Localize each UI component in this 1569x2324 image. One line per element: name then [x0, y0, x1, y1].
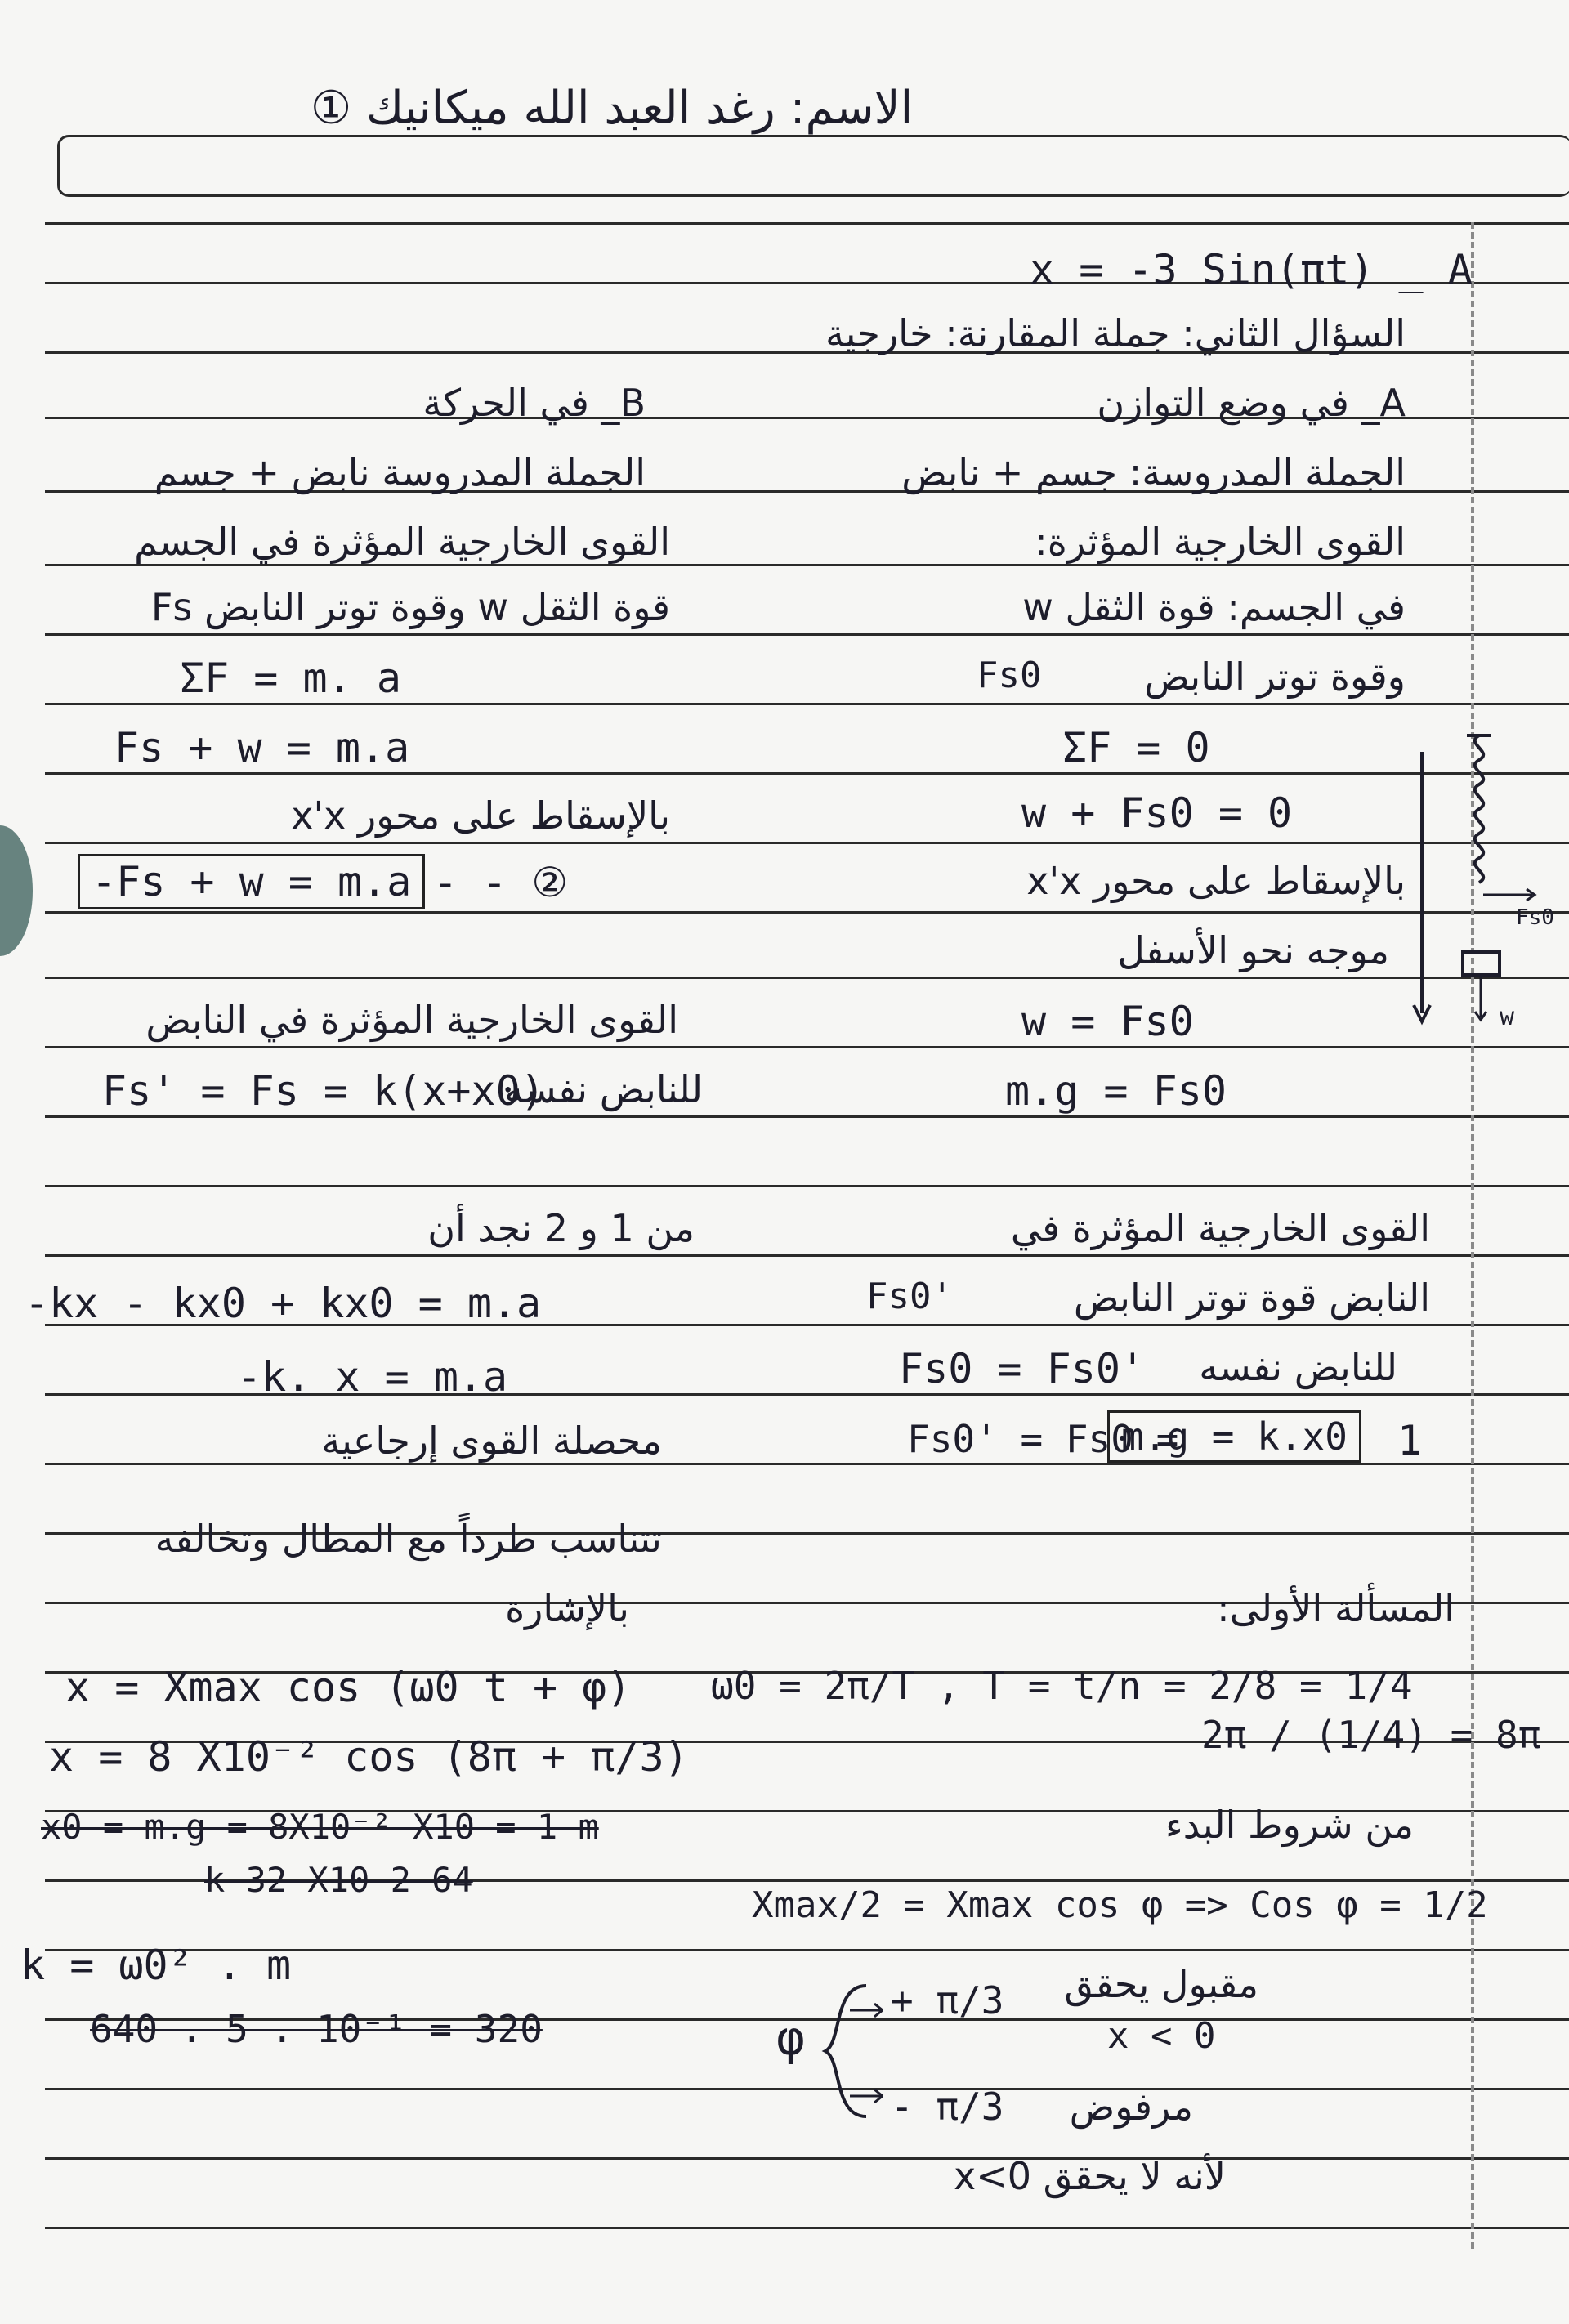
- a-fs0-label: Fs0: [977, 655, 1042, 696]
- a-vector-eq: w + Fs0 = 0: [1021, 789, 1293, 837]
- x0-struck: x0 = m.g = 8X10⁻² X10 = 1 m: [41, 1807, 599, 1847]
- ruled-line: [45, 2088, 1569, 2090]
- ruled-line: [45, 703, 1569, 705]
- a-boxed-tag: 1: [1397, 1417, 1423, 1464]
- ruled-line: [45, 2157, 1569, 2160]
- a-boxed-left: Fs0' = Fs0 =: [907, 1417, 1179, 1461]
- section-b-title: B_ في الحركة: [422, 381, 646, 425]
- cos-equation: Xmax/2 = Xmax cos φ => Cos φ = 1/2: [752, 1884, 1488, 1926]
- b-vector-eq: Fs + w = m.a: [114, 724, 410, 771]
- phi-minus-note: مرفوض: [1069, 2085, 1193, 2129]
- a-system: الجملة المدروسة: جسم + نابض: [901, 450, 1406, 494]
- omega-equation: ω0 = 2π/T , T = t/n = 2/8 = 1/4: [711, 1664, 1413, 1708]
- a-fs0-note: للنابض نفسه: [1199, 1345, 1397, 1389]
- ruled-line: [45, 633, 1569, 636]
- header-tab: [57, 135, 1569, 197]
- a-boxed-equation: m.g = k.x0: [1107, 1410, 1361, 1463]
- b-sum-forces: ΣF = m. a: [180, 655, 401, 702]
- b-fs-eq: Fs' = Fs = k(x+x0): [102, 1067, 545, 1115]
- figure-fs0-label: Fs0: [1516, 905, 1554, 930]
- ruled-line: [45, 2227, 1569, 2229]
- a-sum-forces: ΣF = 0: [1062, 724, 1210, 771]
- a-mg-eq: m.g = Fs0: [1005, 1067, 1227, 1115]
- x-specific: x = 8 X10⁻² cos (8π + π/3): [49, 1733, 689, 1781]
- phi-symbol: φ: [776, 2010, 805, 2066]
- phi-brace: [817, 1978, 883, 2125]
- question-two: السؤال الثاني: جملة المقارنة: خارجية: [825, 311, 1406, 355]
- a-fs0-eq: Fs0 = Fs0': [899, 1345, 1146, 1392]
- ruled-line: [45, 564, 1569, 566]
- omega-result: 2π / (1/4) = 8π: [1201, 1713, 1541, 1757]
- b-eq2: -k. x = m.a: [237, 1353, 508, 1401]
- ruled-line: [45, 911, 1569, 914]
- b-body-forces: قوة الثقل w وقوة توتر النابض Fs: [150, 585, 670, 629]
- x-general: x = Xmax cos (ω0 t + φ): [65, 1664, 632, 1711]
- a-forces: القوى الخارجية المؤثرة:: [1035, 520, 1406, 564]
- a-projection: بالإسقاط على محور x'x: [1026, 859, 1406, 903]
- ruled-line: [45, 772, 1569, 775]
- ruled-line: [45, 222, 1569, 225]
- phi-plus: + π/3: [891, 1978, 1004, 2022]
- ruled-line: [45, 1115, 1569, 1118]
- ruled-line: [45, 1185, 1569, 1187]
- a-fs0-prime: Fs0': [866, 1276, 953, 1317]
- b-forces-spring: القوى الخارجية المؤثرة في النابض: [145, 998, 678, 1042]
- b-note3: بالإشارة: [505, 1586, 629, 1630]
- page-title: الاسم: رغد العبد الله ميكانيك ①: [311, 82, 914, 135]
- problem-one-title: المسألة الأولى:: [1217, 1586, 1455, 1630]
- phi-minus: - π/3: [891, 2085, 1004, 2129]
- section-a-title: A_ في وضع التوازن: [1097, 381, 1406, 425]
- a-spring-label: النابض قوة توتر النابض: [1073, 1276, 1430, 1320]
- equation-a: x = -3 Sin(πt) _ A: [1030, 246, 1473, 293]
- initial-conditions: من شروط البدء: [1164, 1803, 1414, 1847]
- figure-w-label: w: [1500, 1003, 1515, 1031]
- final-note: لأنه لا يحقق x<0: [954, 2154, 1226, 2198]
- ruled-line: [45, 842, 1569, 844]
- a-w-eq: w = Fs0: [1021, 998, 1194, 1045]
- b-projection: بالإسقاط على محور x'x: [291, 793, 670, 838]
- a-spring-tension: وقوة توتر النابض: [1144, 655, 1406, 699]
- a-direction: موجه نحو الأسفل: [1117, 928, 1389, 972]
- phi-plus-condition: x < 0: [1107, 2015, 1216, 2057]
- b-note2: تتناسب طرداً مع المطال وتخالفه: [154, 1517, 662, 1561]
- a-body-forces: في الجسم: قوة الثقل w: [1022, 585, 1406, 629]
- b-note1: محصلة القوى إرجاعية: [321, 1419, 662, 1463]
- spring-figure: [1389, 719, 1569, 1046]
- ruled-line: [45, 1463, 1569, 1465]
- b-eq1: -kx - kx0 + kx0 = m.a: [25, 1280, 542, 1327]
- ruled-line: [45, 1254, 1569, 1257]
- k-equation: k = ω0² . m: [20, 1942, 292, 1989]
- b-boxed-equation: -Fs + w = m.a: [78, 854, 425, 909]
- phi-plus-note: مقبول يحقق: [1064, 1962, 1258, 2006]
- b-forces: القوى الخارجية المؤثرة في الجسم: [134, 520, 670, 564]
- margin-line: [1471, 222, 1474, 2249]
- ruled-line: [45, 977, 1569, 979]
- b-fs-note: للنابض نفسه: [504, 1067, 703, 1111]
- b-system: الجملة المدروسة نابض + جسم: [154, 450, 646, 494]
- finger-shadow: [0, 825, 33, 956]
- b-from: من 1 و 2 نجد أن: [427, 1206, 695, 1250]
- k-numeric: 640 . 5 . 10⁻¹ = 320: [90, 2007, 543, 2051]
- a-forces-spring: القوى الخارجية المؤثرة في: [1010, 1206, 1430, 1250]
- ruled-line: [45, 1046, 1569, 1048]
- k-struck: k 32 X10 2 64: [204, 1860, 473, 1900]
- b-boxed-tag: - - ②: [433, 859, 569, 906]
